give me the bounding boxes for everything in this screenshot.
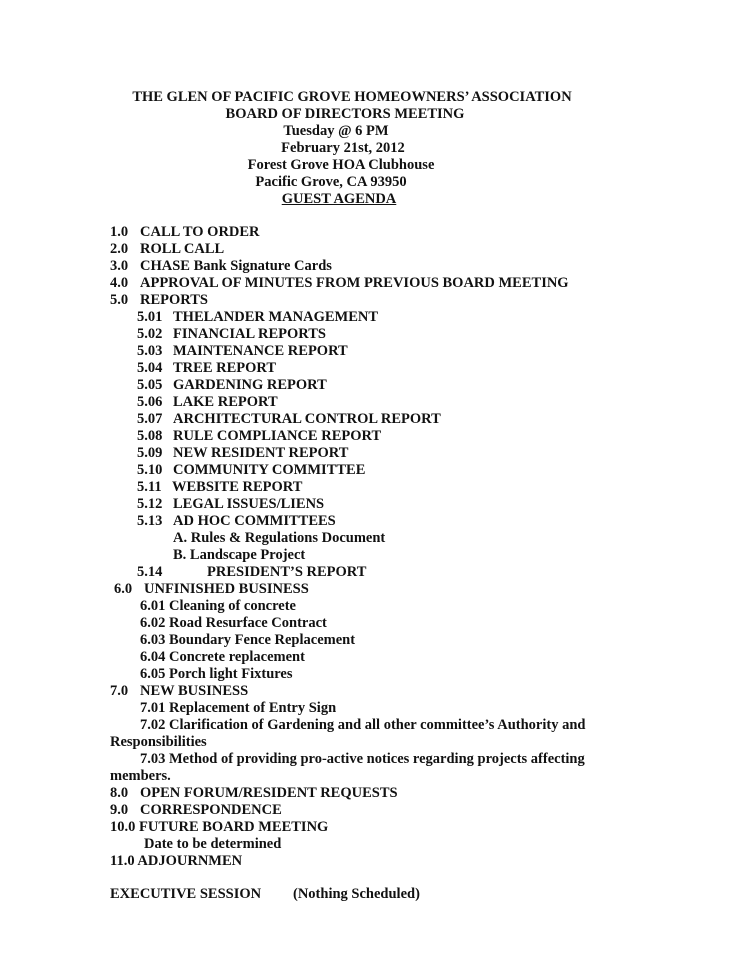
- item-label: CALL TO ORDER: [140, 224, 260, 240]
- item-label: PRESIDENT’S REPORT: [207, 564, 367, 580]
- item-label: THELANDER MANAGEMENT: [173, 309, 379, 325]
- meeting-title: BOARD OF DIRECTORS MEETING: [225, 106, 465, 122]
- report-item: [137, 462, 365, 479]
- item-number: 8.0: [110, 785, 129, 801]
- agenda-item: [114, 581, 309, 598]
- sub-item: 6.02 Road Resurface Contract: [140, 615, 327, 631]
- item-label: UNFINISHED BUSINESS: [144, 581, 309, 597]
- report-item: [137, 513, 336, 530]
- meeting-venue: Forest Grove HOA Clubhouse: [247, 157, 435, 173]
- item-label: NEW RESIDENT REPORT: [173, 445, 349, 461]
- item-number: 7.0: [110, 683, 129, 699]
- report-item: [137, 394, 278, 411]
- item-label: CORRESPONDENCE: [140, 802, 282, 818]
- item-number: 5.0: [110, 292, 129, 308]
- item-number: 5.03: [137, 343, 163, 359]
- sub-item: 6.05 Porch light Fixtures: [140, 666, 293, 682]
- item-number: 5.08: [137, 428, 163, 444]
- report-item: [137, 445, 348, 462]
- executive-session: [110, 886, 420, 903]
- item-number: 1.0: [110, 224, 129, 240]
- item-number: 6.0: [114, 581, 133, 597]
- agenda-item: 11.0 ADJOURNMEN: [110, 853, 243, 869]
- report-item: [137, 360, 276, 377]
- agenda-item: [110, 785, 398, 802]
- agenda-item: [110, 292, 208, 309]
- item-label: LAKE REPORT: [173, 394, 278, 410]
- item-label: REPORTS: [140, 292, 208, 308]
- item-label: APPROVAL OF MINUTES FROM PREVIOUS BOARD MEETING: [140, 275, 569, 291]
- item-label: TREE REPORT: [173, 360, 277, 376]
- report-item: [137, 564, 366, 581]
- sub-item: A. Rules & Regulations Document: [173, 530, 386, 546]
- item-label: WEBSITE REPORT: [172, 479, 303, 495]
- sub-item-continuation: Responsibilities: [110, 734, 207, 750]
- item-label: LEGAL ISSUES/LIENS: [173, 496, 325, 512]
- sub-item: 6.01 Cleaning of concrete: [140, 598, 296, 614]
- item-number: 5.13: [137, 513, 163, 529]
- meeting-date: February 21st, 2012: [281, 140, 405, 156]
- item-number: 5.06: [137, 394, 163, 410]
- item-number: 9.0: [110, 802, 129, 818]
- agenda-item: [110, 241, 224, 258]
- item-number: 5.04: [137, 360, 163, 376]
- meeting-day-time: Tuesday @ 6 PM: [283, 123, 389, 139]
- item-number: 5.11: [137, 479, 162, 495]
- sub-item: 6.03 Boundary Fence Replacement: [140, 632, 356, 648]
- executive-label: EXECUTIVE SESSION: [110, 886, 262, 902]
- item-label: ROLL CALL: [140, 241, 225, 257]
- report-item: [137, 496, 324, 513]
- item-label: RULE COMPLIANCE REPORT: [173, 428, 382, 444]
- item-label: GARDENING REPORT: [173, 377, 327, 393]
- agenda-item: [110, 224, 260, 241]
- report-item: [137, 309, 378, 326]
- sub-item: Date to be determined: [144, 836, 282, 852]
- sub-item-continuation: members.: [110, 768, 171, 784]
- item-number: 5.09: [137, 445, 163, 461]
- sub-item: 7.02 Clarification of Gardening and all other committee’s Authority and: [140, 717, 586, 733]
- agenda-item: [110, 683, 248, 700]
- agenda-item: [110, 275, 569, 292]
- item-number: 5.02: [137, 326, 163, 342]
- report-item: [137, 377, 327, 394]
- item-label: FINANCIAL REPORTS: [173, 326, 326, 342]
- report-item: [137, 479, 302, 496]
- item-label: COMMUNITY COMMITTEE: [173, 462, 366, 478]
- sub-item: 7.01 Replacement of Entry Sign: [140, 700, 337, 716]
- report-item: [137, 411, 441, 428]
- item-number: 2.0: [110, 241, 129, 257]
- item-label: MAINTENANCE REPORT: [173, 343, 348, 359]
- agenda-item: 10.0 FUTURE BOARD MEETING: [110, 819, 329, 835]
- sub-item: 6.04 Concrete replacement: [140, 649, 305, 665]
- item-label: OPEN FORUM/RESIDENT REQUESTS: [140, 785, 398, 801]
- item-number: 5.05: [137, 377, 163, 393]
- item-number: 3.0: [110, 258, 129, 274]
- agenda-title: GUEST AGENDA: [281, 191, 397, 207]
- item-label: AD HOC COMMITTEES: [173, 513, 336, 529]
- report-item: [137, 428, 381, 445]
- org-title: THE GLEN OF PACIFIC GROVE HOMEOWNERS’ ASSOCIATION: [132, 89, 572, 105]
- sub-item: B. Landscape Project: [173, 547, 306, 563]
- item-label: ARCHITECTURAL CONTROL REPORT: [173, 411, 441, 427]
- item-number: 5.12: [137, 496, 163, 512]
- item-label: NEW BUSINESS: [140, 683, 249, 699]
- executive-note: (Nothing Scheduled): [293, 886, 420, 902]
- item-number: 4.0: [110, 275, 129, 291]
- agenda-item: [110, 802, 282, 819]
- item-number: 5.14: [137, 564, 163, 580]
- item-number: 5.07: [137, 411, 163, 427]
- item-number: 5.01: [137, 309, 163, 325]
- item-number: 5.10: [137, 462, 163, 478]
- report-item: [137, 343, 348, 360]
- meeting-city: Pacific Grove, CA 93950: [255, 174, 407, 190]
- sub-item: 7.03 Method of providing pro-active notices regarding projects affecting: [140, 751, 585, 767]
- report-item: [137, 326, 326, 343]
- agenda-item: [110, 258, 332, 275]
- item-label: CHASE Bank Signature Cards: [140, 258, 332, 274]
